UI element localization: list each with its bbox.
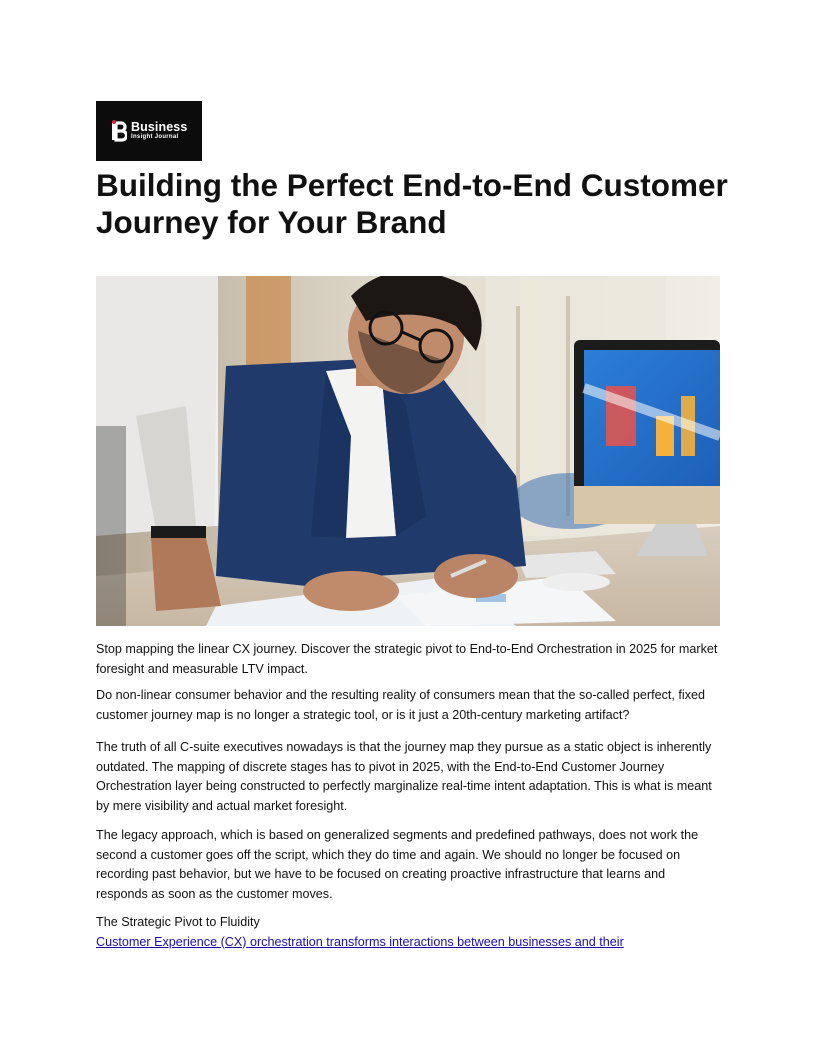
paragraph-text: Stop mapping the linear CX journey. Discover the strategic pivot to End-to-End Orchestration in 2025 for market foresight and measurable LTV impact. [96, 642, 718, 676]
cx-orchestration-link[interactable]: Customer Experience (CX) orchestration transforms interactions between businesses and their [96, 934, 624, 949]
hero-photo [96, 276, 720, 626]
paragraph-text: Do non-linear consumer behavior and the resulting reality of consumers mean that the so-called perfect, fixed customer journey map is no longer a strategic tool, or is it just a 20th-century marketing artifact? [96, 688, 706, 722]
hero-image [96, 276, 720, 626]
brand-logo[interactable] [96, 101, 202, 161]
logo-brand-name: Business [131, 120, 188, 134]
logo-b-icon [111, 120, 127, 142]
article-title: Building the Perfect End-to-End Customer Journey for Your Brand [96, 167, 728, 240]
section-block [96, 913, 720, 952]
paragraph-text: The legacy approach, which is based on generalized segments and predefined pathways, does not work the second a customer goes off the script, which they do time and again. We should no longer be focused on recording past behavior, but we have to be focused on creating proactive infrastructure that learns and responds as soon as the customer moves. [96, 828, 699, 901]
article-paragraph-4 [96, 826, 720, 904]
article-paragraph-3 [96, 738, 720, 816]
section-subheading: The Strategic Pivot to Fluidity [96, 915, 260, 929]
article-paragraph-1 [96, 640, 720, 679]
article-paragraph-2 [96, 686, 720, 725]
paragraph-text: The truth of all C-suite executives nowadays is that the journey map they pursue as a static object is inherently outdated. The mapping of discrete stages has to pivot in 2025, with the End-to-End Customer Journey Orchestration layer being constructed to perfectly marginalize real-time intent adaptation. This is what is meant by mere visibility and actual market foresight. [96, 740, 712, 813]
logo-brand-subname: Insight Journal [131, 134, 179, 140]
